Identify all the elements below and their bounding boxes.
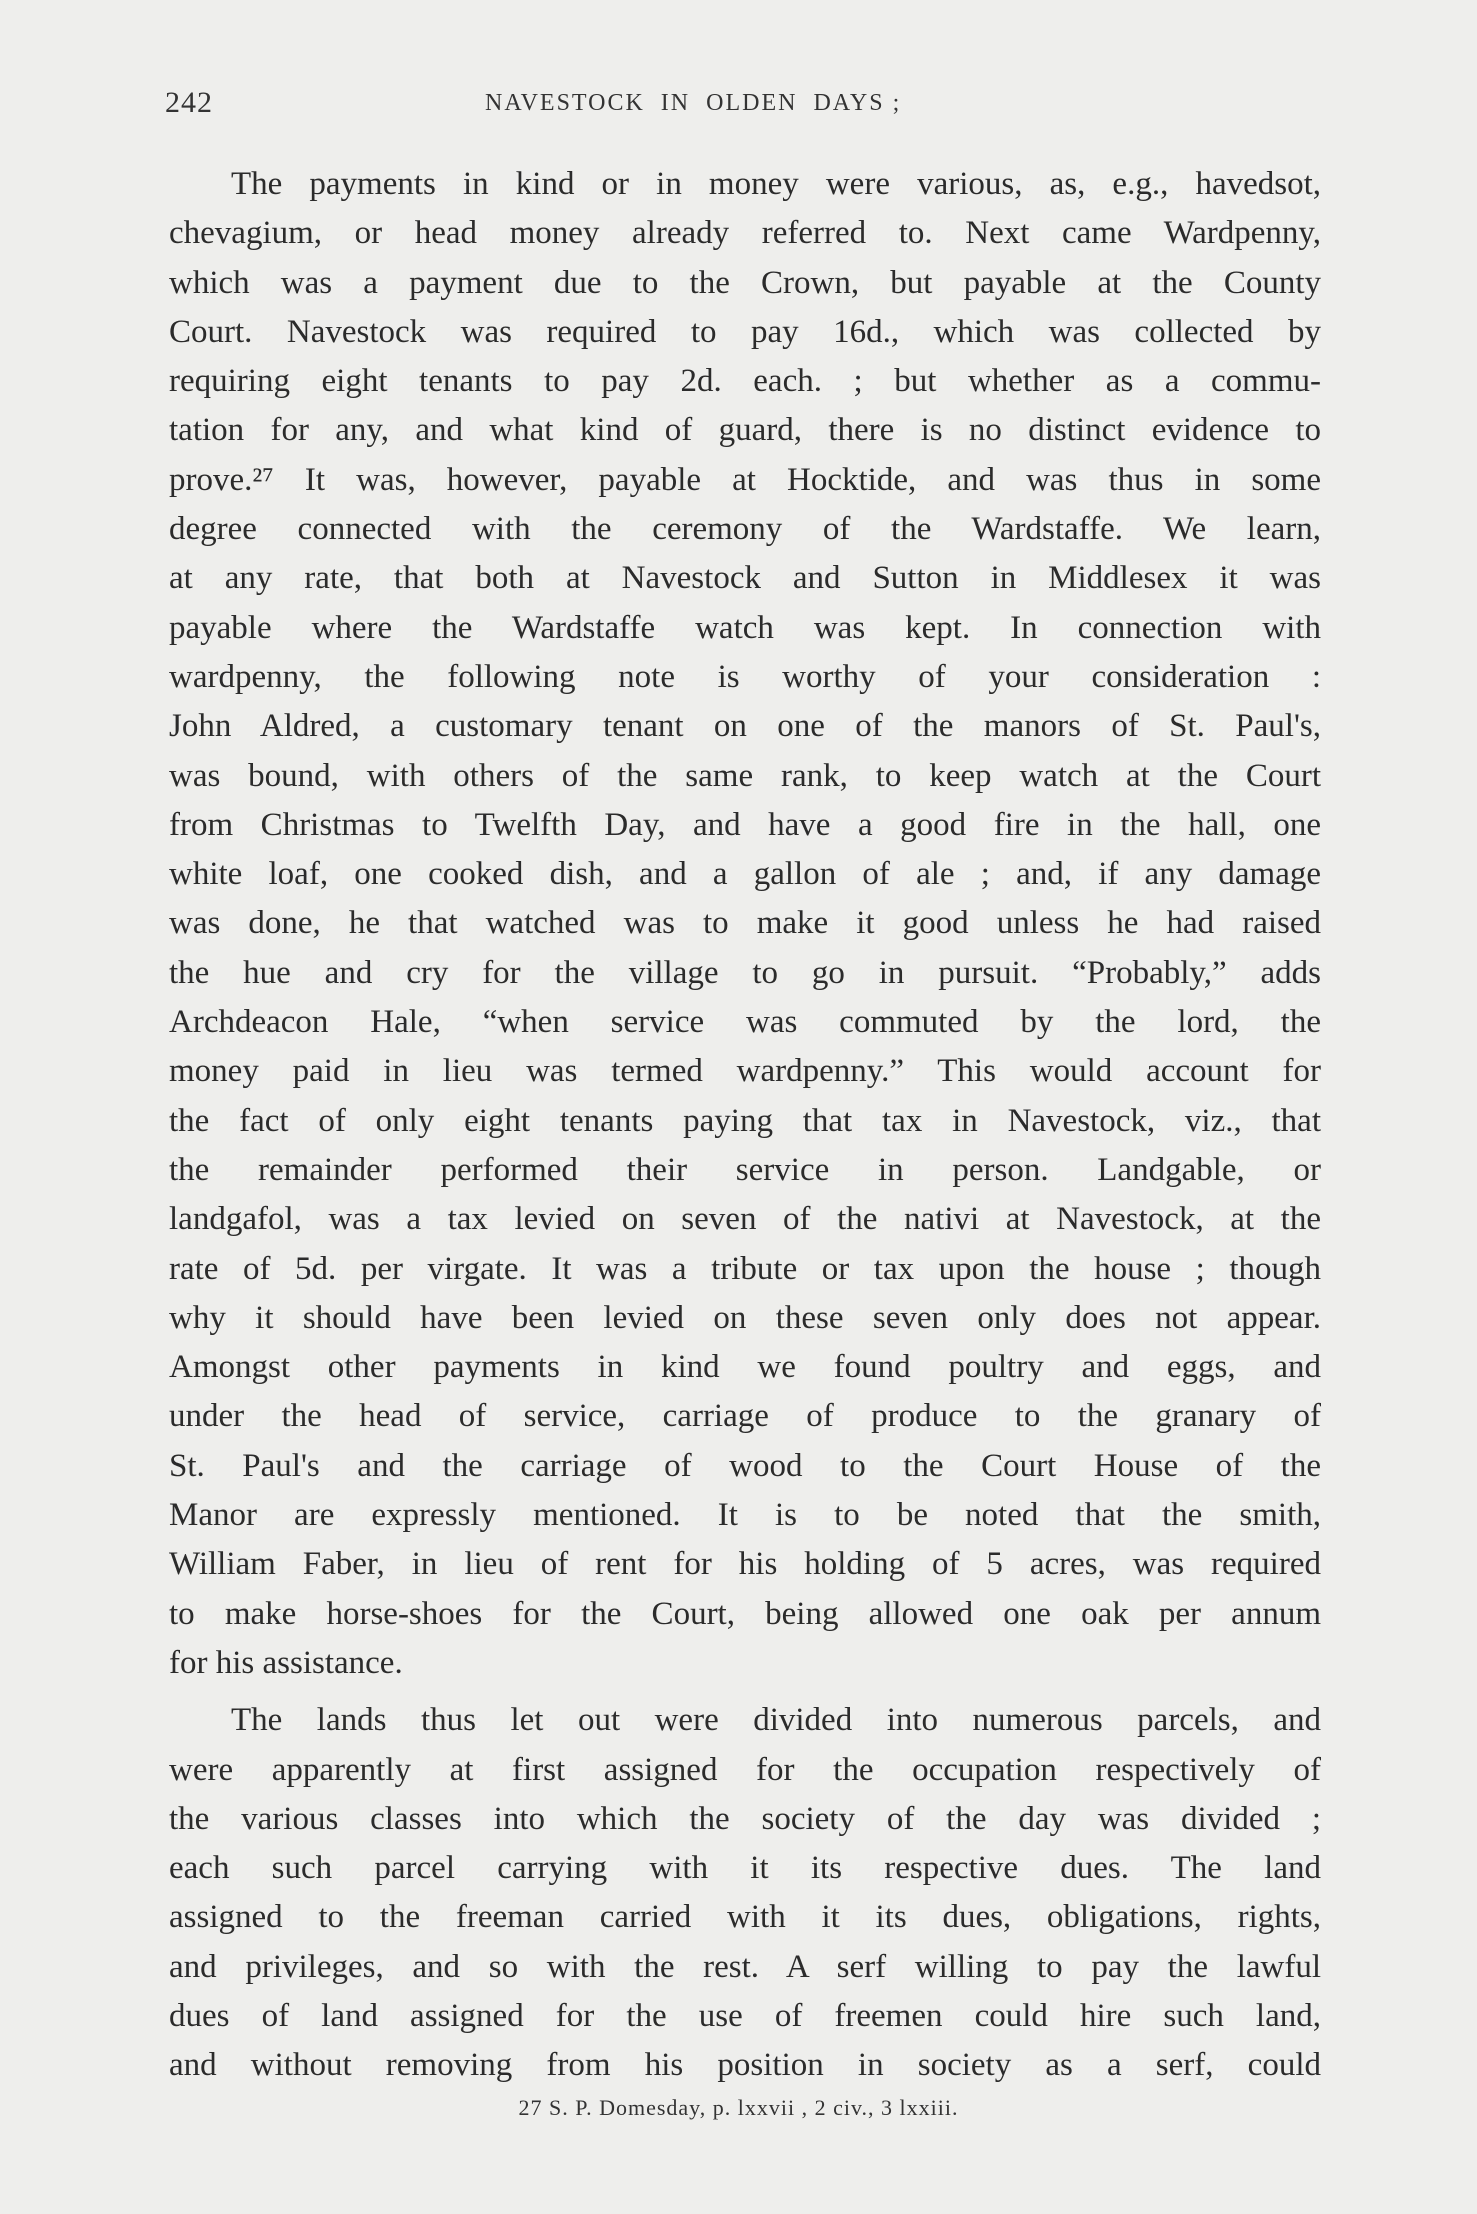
text-line: the remainder performed their service in person. Landgable, or — [169, 1151, 1321, 1188]
text-line: chevagium, or head money already referred to. Next came Wardpenny, — [169, 215, 1321, 252]
text-line: dues of land assigned for the use of freemen could hire such land, — [169, 1997, 1321, 2034]
text-line: from Christmas to Twelfth Day, and have a good fire in the hall, one — [169, 806, 1321, 843]
text-line: prove.²⁷ It was, however, payable at Hocktide, and was thus in some — [169, 461, 1321, 498]
paragraph-1 — [169, 160, 1321, 1688]
text-line: and privileges, and so with the rest. A serf willing to pay the lawful — [169, 1948, 1321, 1985]
text-line: and without removing from his position in society as a serf, could — [169, 2047, 1321, 2084]
text-line: the fact of only eight tenants paying that tax in Navestock, viz., that — [169, 1102, 1321, 1139]
body-text — [169, 160, 1321, 2091]
text-line: at any rate, that both at Navestock and Sutton in Middlesex it was — [169, 560, 1321, 597]
text-line: assigned to the freeman carried with it its dues, obligations, rights, — [169, 1899, 1321, 1936]
text-line: payable where the Wardstaffe watch was kept. In connection with — [169, 609, 1321, 646]
text-line: for his assistance. — [169, 1644, 403, 1681]
footnote: 27 S. P. Domesday, p. lxxvii , 2 civ., 3 lxxiii. — [518, 2095, 959, 2120]
text-line: landgafol, was a tax levied on seven of the nativi at Navestock, at the — [169, 1201, 1321, 1238]
text-line: William Faber, in lieu of rent for his holding of 5 acres, was required — [169, 1546, 1321, 1583]
text-line: each such parcel carrying with it its respective dues. The land — [169, 1850, 1321, 1887]
running-title: NAVESTOCK IN OLDEN DAYS ; — [485, 90, 902, 116]
text-line: St. Paul's and the carriage of wood to the Court House of the — [169, 1447, 1321, 1484]
text-line: the hue and cry for the village to go in pursuit. “Probably,” adds — [169, 954, 1321, 991]
text-line: was done, he that watched was to make it good unless he had raised — [169, 905, 1321, 942]
text-line: rate of 5d. per virgate. It was a tribute or tax upon the house ; though — [169, 1250, 1321, 1287]
text-line: which was a payment due to the Crown, but payable at the County — [169, 264, 1321, 301]
text-line: tation for any, and what kind of guard, there is no distinct evidence to — [169, 412, 1321, 449]
text-line: the various classes into which the society of the day was divided ; — [169, 1800, 1321, 1837]
page-number: 242 — [165, 86, 213, 119]
text-line: Archdeacon Hale, “when service was commuted by the lord, the — [169, 1004, 1321, 1041]
text-line: money paid in lieu was termed wardpenny.” This would account for — [169, 1053, 1321, 1090]
text-line: John Aldred, a customary tenant on one of the manors of St. Paul's, — [169, 708, 1321, 745]
text-line: why it should have been levied on these seven only does not appear. — [169, 1299, 1321, 1336]
paragraph-2 — [169, 1696, 1321, 2090]
text-line: The lands thus let out were divided into numerous parcels, and — [231, 1702, 1321, 1739]
text-line: The payments in kind or in money were various, as, e.g., havedsot, — [231, 166, 1321, 202]
running-head — [165, 86, 1315, 126]
text-line: Court. Navestock was required to pay 16d., which was collected by — [169, 313, 1321, 350]
text-line: were apparently at first assigned for the occupation respectively of — [169, 1751, 1321, 1788]
text-line: wardpenny, the following note is worthy of your consideration : — [169, 658, 1321, 695]
text-line: Manor are expressly mentioned. It is to be noted that the smith, — [169, 1497, 1321, 1534]
text-line: to make horse-shoes for the Court, being allowed one oak per annum — [169, 1595, 1321, 1632]
text-line: was bound, with others of the same rank, to keep watch at the Court — [169, 757, 1321, 794]
text-line: white loaf, one cooked dish, and a gallon of ale ; and, if any damage — [169, 856, 1321, 893]
text-line: requiring eight tenants to pay 2d. each. ; but whether as a commu- — [169, 363, 1321, 400]
text-line: under the head of service, carriage of produce to the granary of — [169, 1398, 1321, 1435]
text-line: Amongst other payments in kind we found poultry and eggs, and — [169, 1349, 1321, 1386]
text-line: degree connected with the ceremony of the Wardstaffe. We learn, — [169, 511, 1321, 548]
